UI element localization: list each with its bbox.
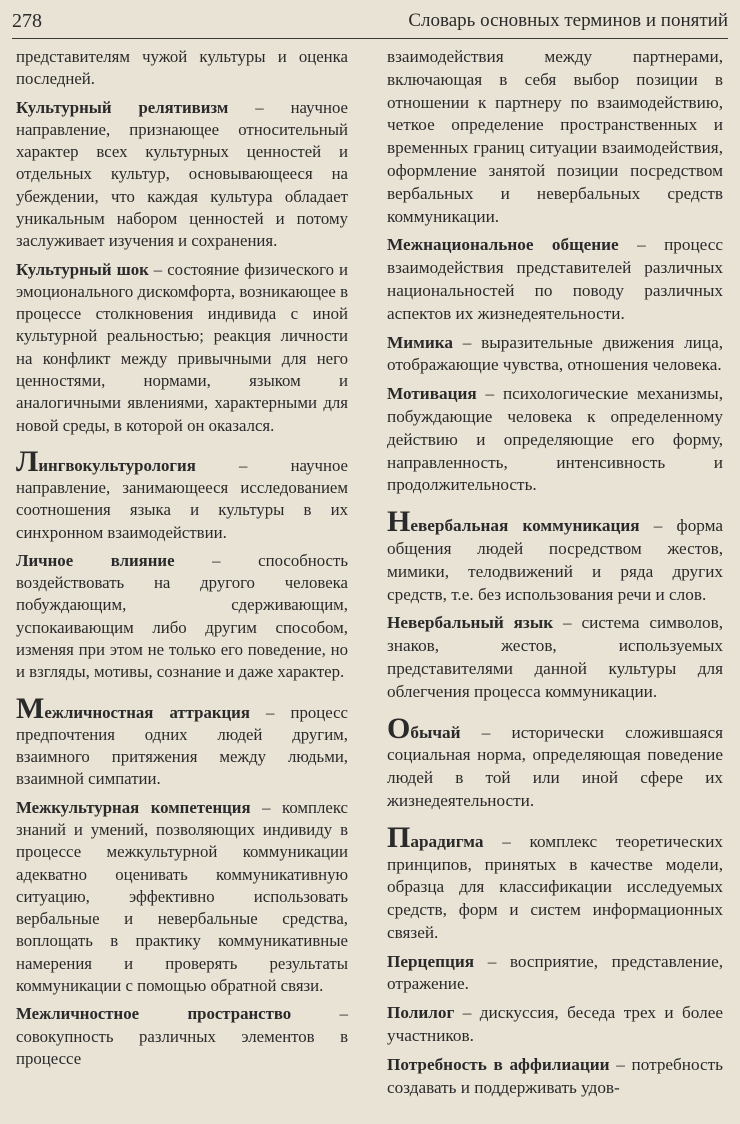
left-column <box>16 46 348 1076</box>
entry-motivation <box>387 383 723 497</box>
entry-term: евербальная коммуникация <box>410 516 640 536</box>
entry-interethnic-communication <box>387 234 723 325</box>
entry-culture-shock <box>16 259 348 437</box>
entry-term: ингвокультурология <box>38 455 196 475</box>
entry-definition: – потребность создавать и поддерживать удов- <box>387 1054 723 1097</box>
entry-nonverbal-language <box>387 612 723 703</box>
right-column <box>387 46 723 1105</box>
entry-term: Межличностное пространство <box>16 1004 292 1024</box>
entry-definition: – способность воздействовать на другого человека побуждающим, сдерживающим, успокаивающим либо другим способом, изменяя при этом не только его поведение, но и взгляды, мотивы, сознание и даже характер. <box>16 550 348 682</box>
entry-definition: – состояние физического и эмоционального дискомфорта, возникающее в процессе столкновения индивида с иной культурной реальностью; реакция личности на конфликт между привычными для него ценностями, нормами, языком и аналогичными явлениями, характерными для новой среды, в которой он оказался. <box>16 259 348 435</box>
entry-interpersonal-space <box>16 1003 348 1070</box>
entry-definition: – комплекс знаний и умений, позволяющих индивиду в процессе межкультурной коммуникации адекватно оценивать коммуникативную ситуацию, эффективно использовать вербальные и невербальные средства, воплощать в практику коммуникативные намерения и проверять результаты коммуникации с помощью обратной связи. <box>16 797 348 995</box>
entry-term: Мотивация <box>387 384 477 404</box>
entry-cultural-relativism <box>16 97 348 253</box>
drop-cap-letter: Н <box>387 505 411 539</box>
entry-definition: – психологические механизмы, побуждающие человека к определенному действию и определяющие его форму, направленность, интенсивность и продолжительность. <box>387 384 723 495</box>
entry-term: Межкультурная компетенция <box>16 797 251 817</box>
entry-term: арадигма <box>410 831 484 851</box>
entry-interpersonal-attraction <box>16 691 348 791</box>
entry-term: бычай <box>410 722 461 742</box>
entry-term: ежличностная аттракция <box>44 702 250 722</box>
entry-definition: – научное направление, занимающееся исследованием соотношения языка и культуры в их синхронном взаимодействии. <box>16 455 348 542</box>
entry-intercultural-competence <box>16 797 348 998</box>
entry-definition: – исторически сложившаяся социальная норма, определяющая поведение людей в той или иной сфере их жизнедеятельности. <box>387 722 723 810</box>
entry-term: Личное влияние <box>16 550 175 570</box>
entry-definition: взаимодействия между партнерами, включающая в себя выбор позиции в отношении к партнеру по взаимодействию, четкое определение пространственных и временных границ ситуации взаимодействия, оформление занятой позиции посредством вербальных и невербальных средств коммуникации. <box>387 47 723 226</box>
entry-term: Перцепция <box>387 951 475 971</box>
entry-linguoculturology <box>16 444 348 544</box>
drop-cap-letter: О <box>387 711 411 745</box>
entry-definition: – совокупность различных элементов в процессе <box>16 1004 348 1068</box>
entry-definition: – выразительные движения лица, отображающие чувства, отношения человека. <box>387 332 723 375</box>
entry-definition: – форма общения людей посредством жестов, мимики, телодвижений и ряда других средств, т.е. без использования речи и слов. <box>387 516 724 604</box>
drop-cap-letter: М <box>16 691 45 725</box>
entry-term: Потребность в аффилиации <box>387 1054 610 1074</box>
page-header <box>12 4 728 39</box>
entry-affiliation-need <box>387 1054 723 1100</box>
entry-continuation <box>16 46 348 91</box>
entry-term: Межнациональное общение <box>387 235 619 255</box>
entry-definition: – процесс предпочтения одних людей другим, взаимного притяжения между людьми, взаимной симпатии. <box>16 702 348 789</box>
entry-definition: – процесс взаимодействия представителей различных национальностей по поводу различных аспектов их жизнедеятельности. <box>387 235 723 323</box>
drop-cap-letter: П <box>387 820 411 854</box>
entry-term: Культурный шок <box>16 259 149 279</box>
entry-term: Невербальный язык <box>387 613 554 633</box>
entry-term: Культурный релятивизм <box>16 97 229 117</box>
entry-definition: представителям чужой культуры и оценка последней. <box>16 47 348 89</box>
entry-definition: – дискуссия, беседа трех и более участников. <box>387 1003 723 1046</box>
entry-definition: – комплекс теоретических принципов, принятых в качестве модели, образца для классификации исследуемых средств, форм и систем информационных связей. <box>387 831 723 942</box>
entry-definition: – научное направление, признающее относительный характер всех культурных ценностей и отдельных культур, основывающееся на убеждении, что каждая культура обладает уникальным набором ценностей и потому заслуживает изучения и сохранения. <box>16 97 349 251</box>
entry-continuation <box>387 46 723 228</box>
entry-perception <box>387 951 723 997</box>
entry-mimicry <box>387 332 723 378</box>
running-title: Словарь основных терминов и понятий <box>408 10 728 31</box>
entry-paradigm <box>387 820 723 945</box>
entry-definition: – система символов, знаков, жестов, используемых представителями данной культуры для облегчения процесса коммуникации. <box>387 613 724 701</box>
entry-personal-influence <box>16 550 348 684</box>
drop-cap-letter: Л <box>16 444 39 478</box>
entry-custom <box>387 711 723 813</box>
entry-definition: – восприятие, представление, отражение. <box>387 951 723 994</box>
entry-term: Полилог <box>387 1003 455 1023</box>
entry-term: Мимика <box>387 332 453 352</box>
entry-polylogue <box>387 1002 723 1048</box>
page-number: 278 <box>12 9 42 32</box>
entry-nonverbal-communication <box>387 505 724 606</box>
